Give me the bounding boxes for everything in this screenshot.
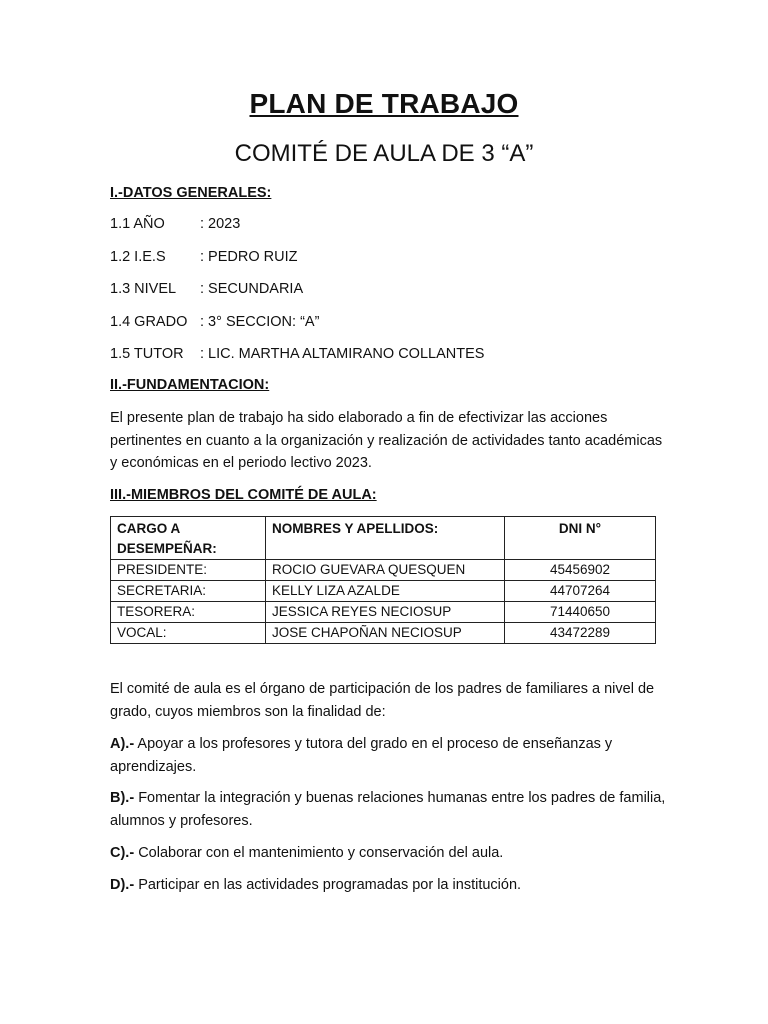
section-heading-miembros: III.-MIEMBROS DEL COMITÉ DE AULA: [110,487,377,503]
comite-intro-paragraph: El comité de aula es el órgano de participación de los padres de familiares a nivel de grado, cuyos miembros son la finalidad de: [110,681,655,720]
table-header-row [111,517,656,560]
data-row-label: 1.4 GRADO [110,314,188,330]
data-row-value: : LIC. MARTHA ALTAMIRANO COLLANTES [200,346,485,362]
data-row-value: : 3° SECCION: “A” [200,314,320,330]
data-row-ano [110,216,240,232]
data-row-label: 1.1 AÑO [110,216,165,232]
data-row-ies [110,249,297,265]
data-row-value: : 2023 [200,216,241,232]
table-cell-cargo: SECRETARIA: [111,581,266,602]
list-item-text: Participar en las actividades programadas por la institución. [134,877,522,893]
data-row-value: : PEDRO RUIZ [200,249,298,265]
list-item-text: Apoyar a los profesores y tutora del grado en el proceso de enseñanzas y aprendizajes. [110,736,613,775]
table-cell-nombre: JOSE CHAPOÑAN NECIOSUP [266,623,505,644]
list-item-prefix: A).- [110,736,135,752]
table-row [111,581,656,602]
list-item-prefix: D).- [110,877,135,893]
list-item-a [110,733,670,779]
table-header-dni: DNI N° [505,517,656,560]
table-cell-dni: 45456902 [505,560,656,581]
list-item-b [110,787,670,833]
data-row-grado [110,314,319,330]
table-cell-dni: 44707264 [505,581,656,602]
page-title: PLAN DE TRABAJO [249,88,519,119]
table-cell-nombre: KELLY LIZA AZALDE [266,581,505,602]
data-row-label: 1.5 TUTOR [110,346,184,362]
table-cell-dni: 71440650 [505,602,656,623]
list-item-text: Colaborar con el mantenimiento y conservación del aula. [134,845,504,861]
table-row [111,560,656,581]
table-cell-cargo: VOCAL: [111,623,266,644]
section-heading-datos-generales: I.-DATOS GENERALES: [110,185,272,201]
table-cell-cargo: PRESIDENTE: [111,560,266,581]
data-row-value: : SECUNDARIA [200,281,304,297]
section-heading-fundamentacion: II.-FUNDAMENTACION: [110,377,270,393]
table-row [111,623,656,644]
data-row-label: 1.3 NIVEL [110,281,177,297]
table-header-cargo: CARGO A DESEMPEÑAR: [111,517,266,560]
data-row-label: 1.2 I.E.S [110,249,166,265]
table-row [111,602,656,623]
members-table [110,516,656,644]
table-cell-nombre: ROCIO GUEVARA QUESQUEN [266,560,505,581]
fundamentacion-paragraph: El presente plan de trabajo ha sido elaborado a fin de efectivizar las acciones pertinentes en cuanto a la organización y realización de actividades tanto académicas y económicas en el periodo lectivo 2023. [110,410,663,471]
page-subtitle: COMITÉ DE AULA DE 3 “A” [234,140,534,167]
table-cell-nombre: JESSICA REYES NECIOSUP [266,602,505,623]
members-table-container [110,516,656,644]
table-cell-cargo: TESORERA: [111,602,266,623]
list-item-prefix: C).- [110,845,135,861]
table-header-nombres: NOMBRES Y APELLIDOS: [266,517,505,560]
data-row-nivel [110,281,303,297]
list-item-text: Fomentar la integración y buenas relaciones humanas entre los padres de familia, alumnos y profesores. [110,790,666,829]
list-item-c [110,842,670,865]
list-item-d [110,874,670,897]
list-item-prefix: B).- [110,790,135,806]
table-cell-dni: 43472289 [505,623,656,644]
data-row-tutor [110,346,484,362]
